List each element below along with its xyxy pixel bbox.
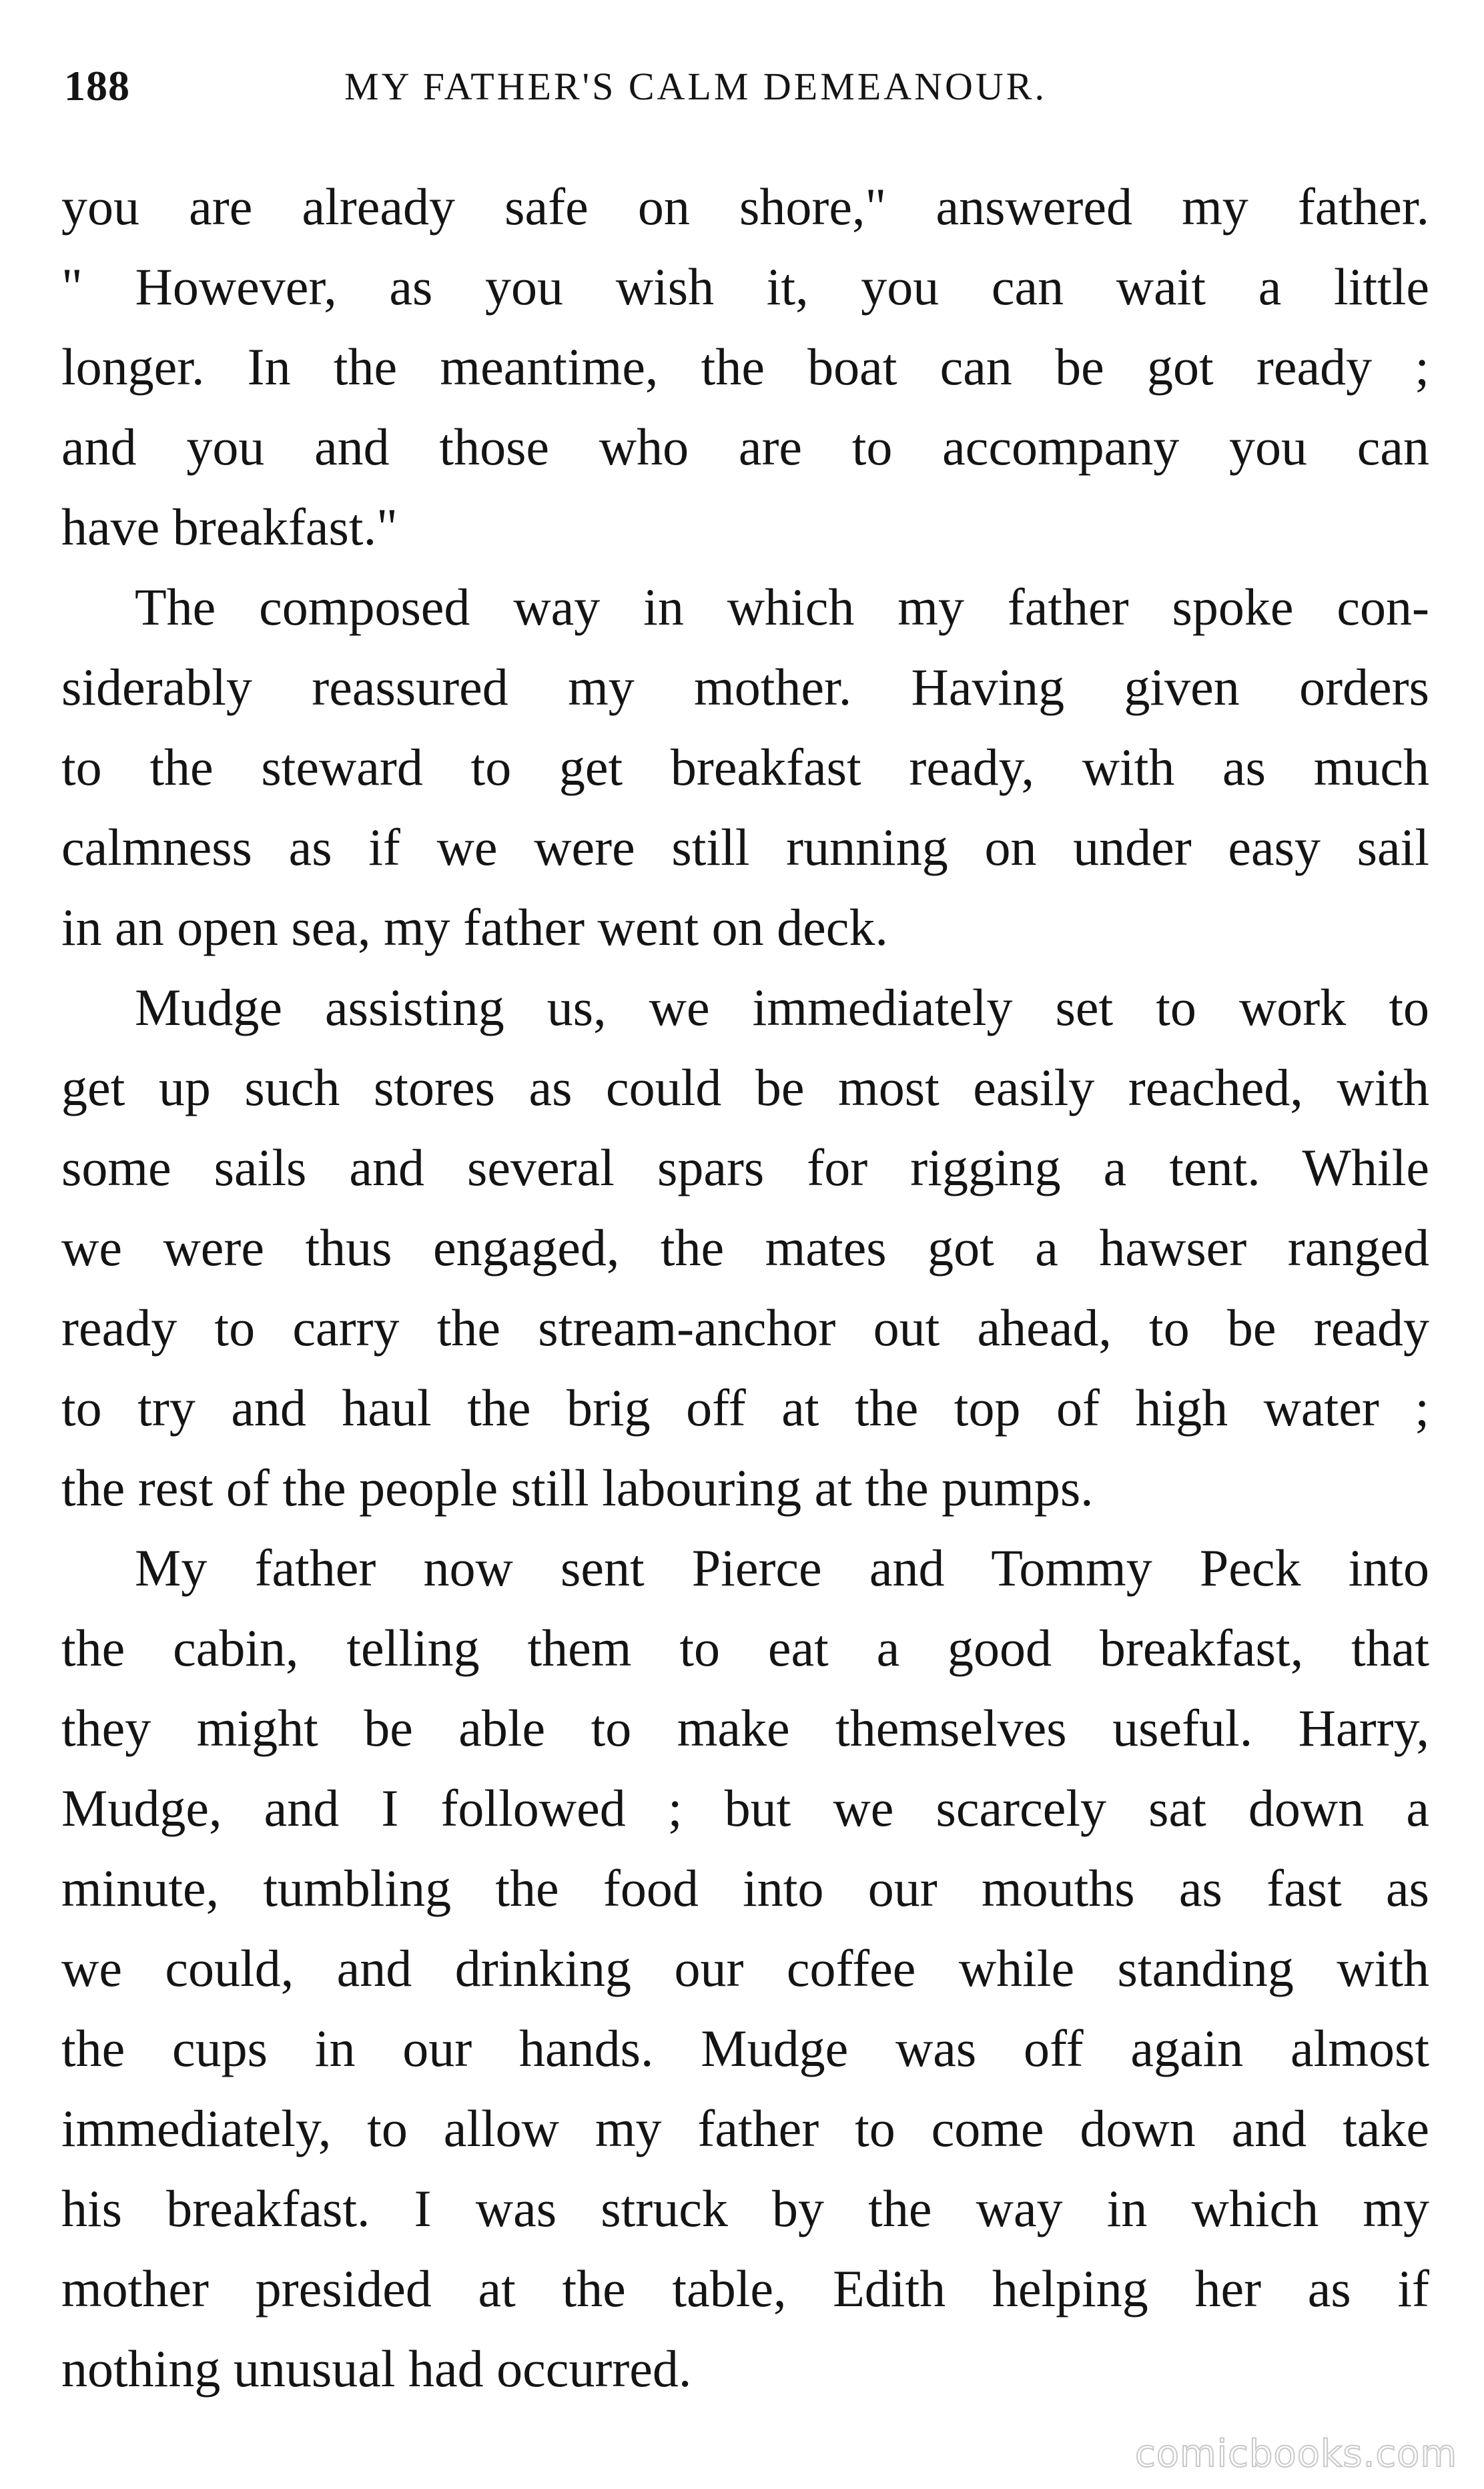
text-line: to try and haul the brig off at the top of high water ; — [61, 1379, 1429, 1437]
paragraph-3 — [61, 968, 1429, 1528]
paragraph-4 — [61, 1528, 1429, 2409]
text-line: calmness as if we were still running on under easy sail — [61, 818, 1429, 876]
text-line: some sails and several spars for rigging a tent. While — [61, 1138, 1429, 1196]
body-text — [61, 167, 1429, 2409]
text-line: siderably reassured my mother. Having given orders — [61, 658, 1429, 716]
page-number: 188 — [64, 62, 130, 109]
text-line: Mudge, and I followed ; but we scarcely sat down a — [61, 1779, 1429, 1837]
paragraph-2 — [61, 567, 1429, 968]
text-line: have breakfast." — [61, 498, 398, 556]
text-line: mother presided at the table, Edith helping her as if — [61, 2259, 1429, 2318]
text-line: the cups in our hands. Mudge was off again almost — [61, 2019, 1429, 2077]
text-line: the rest of the people still labouring at the pumps. — [61, 1459, 1094, 1517]
text-line: we could, and drinking our coffee while standing with — [61, 1939, 1429, 1997]
text-line: longer. In the meantime, the boat can be got ready ; — [61, 338, 1429, 396]
text-line: get up such stores as could be most easily reached, with — [61, 1058, 1429, 1116]
text-line: immediately, to allow my father to come down and take — [61, 2099, 1429, 2157]
watermark: comicbooks.com — [1134, 2432, 1457, 2476]
text-line: to the steward to get breakfast ready, with as much — [61, 738, 1429, 796]
paragraph-1 — [61, 167, 1429, 567]
text-line: Mudge assisting us, we immediately set to work to — [135, 978, 1429, 1036]
text-line: and you and those who are to accompany you can — [61, 418, 1429, 476]
text-line: The composed way in which my father spoke con- — [135, 578, 1429, 636]
running-head — [64, 61, 1425, 121]
text-line: " However, as you wish it, you can wait a little — [61, 258, 1429, 316]
running-title: MY FATHER'S CALM DEMEANOUR. — [344, 65, 1047, 108]
text-line: you are already safe on shore," answered my father. — [61, 177, 1429, 236]
text-line: nothing unusual had occurred. — [61, 2340, 692, 2398]
text-line: we were thus engaged, the mates got a hawser ranged — [61, 1218, 1429, 1277]
text-line: the cabin, telling them to eat a good breakfast, that — [61, 1619, 1429, 1677]
text-line: in an open sea, my father went on deck. — [61, 898, 888, 956]
text-line: his breakfast. I was struck by the way in which my — [61, 2179, 1429, 2237]
text-line: ready to carry the stream-anchor out ahead, to be ready — [61, 1299, 1429, 1357]
text-line: My father now sent Pierce and Tommy Peck into — [135, 1539, 1429, 1597]
text-line: minute, tumbling the food into our mouths as fast as — [61, 1859, 1429, 1917]
text-line: they might be able to make themselves useful. Harry, — [61, 1699, 1429, 1757]
